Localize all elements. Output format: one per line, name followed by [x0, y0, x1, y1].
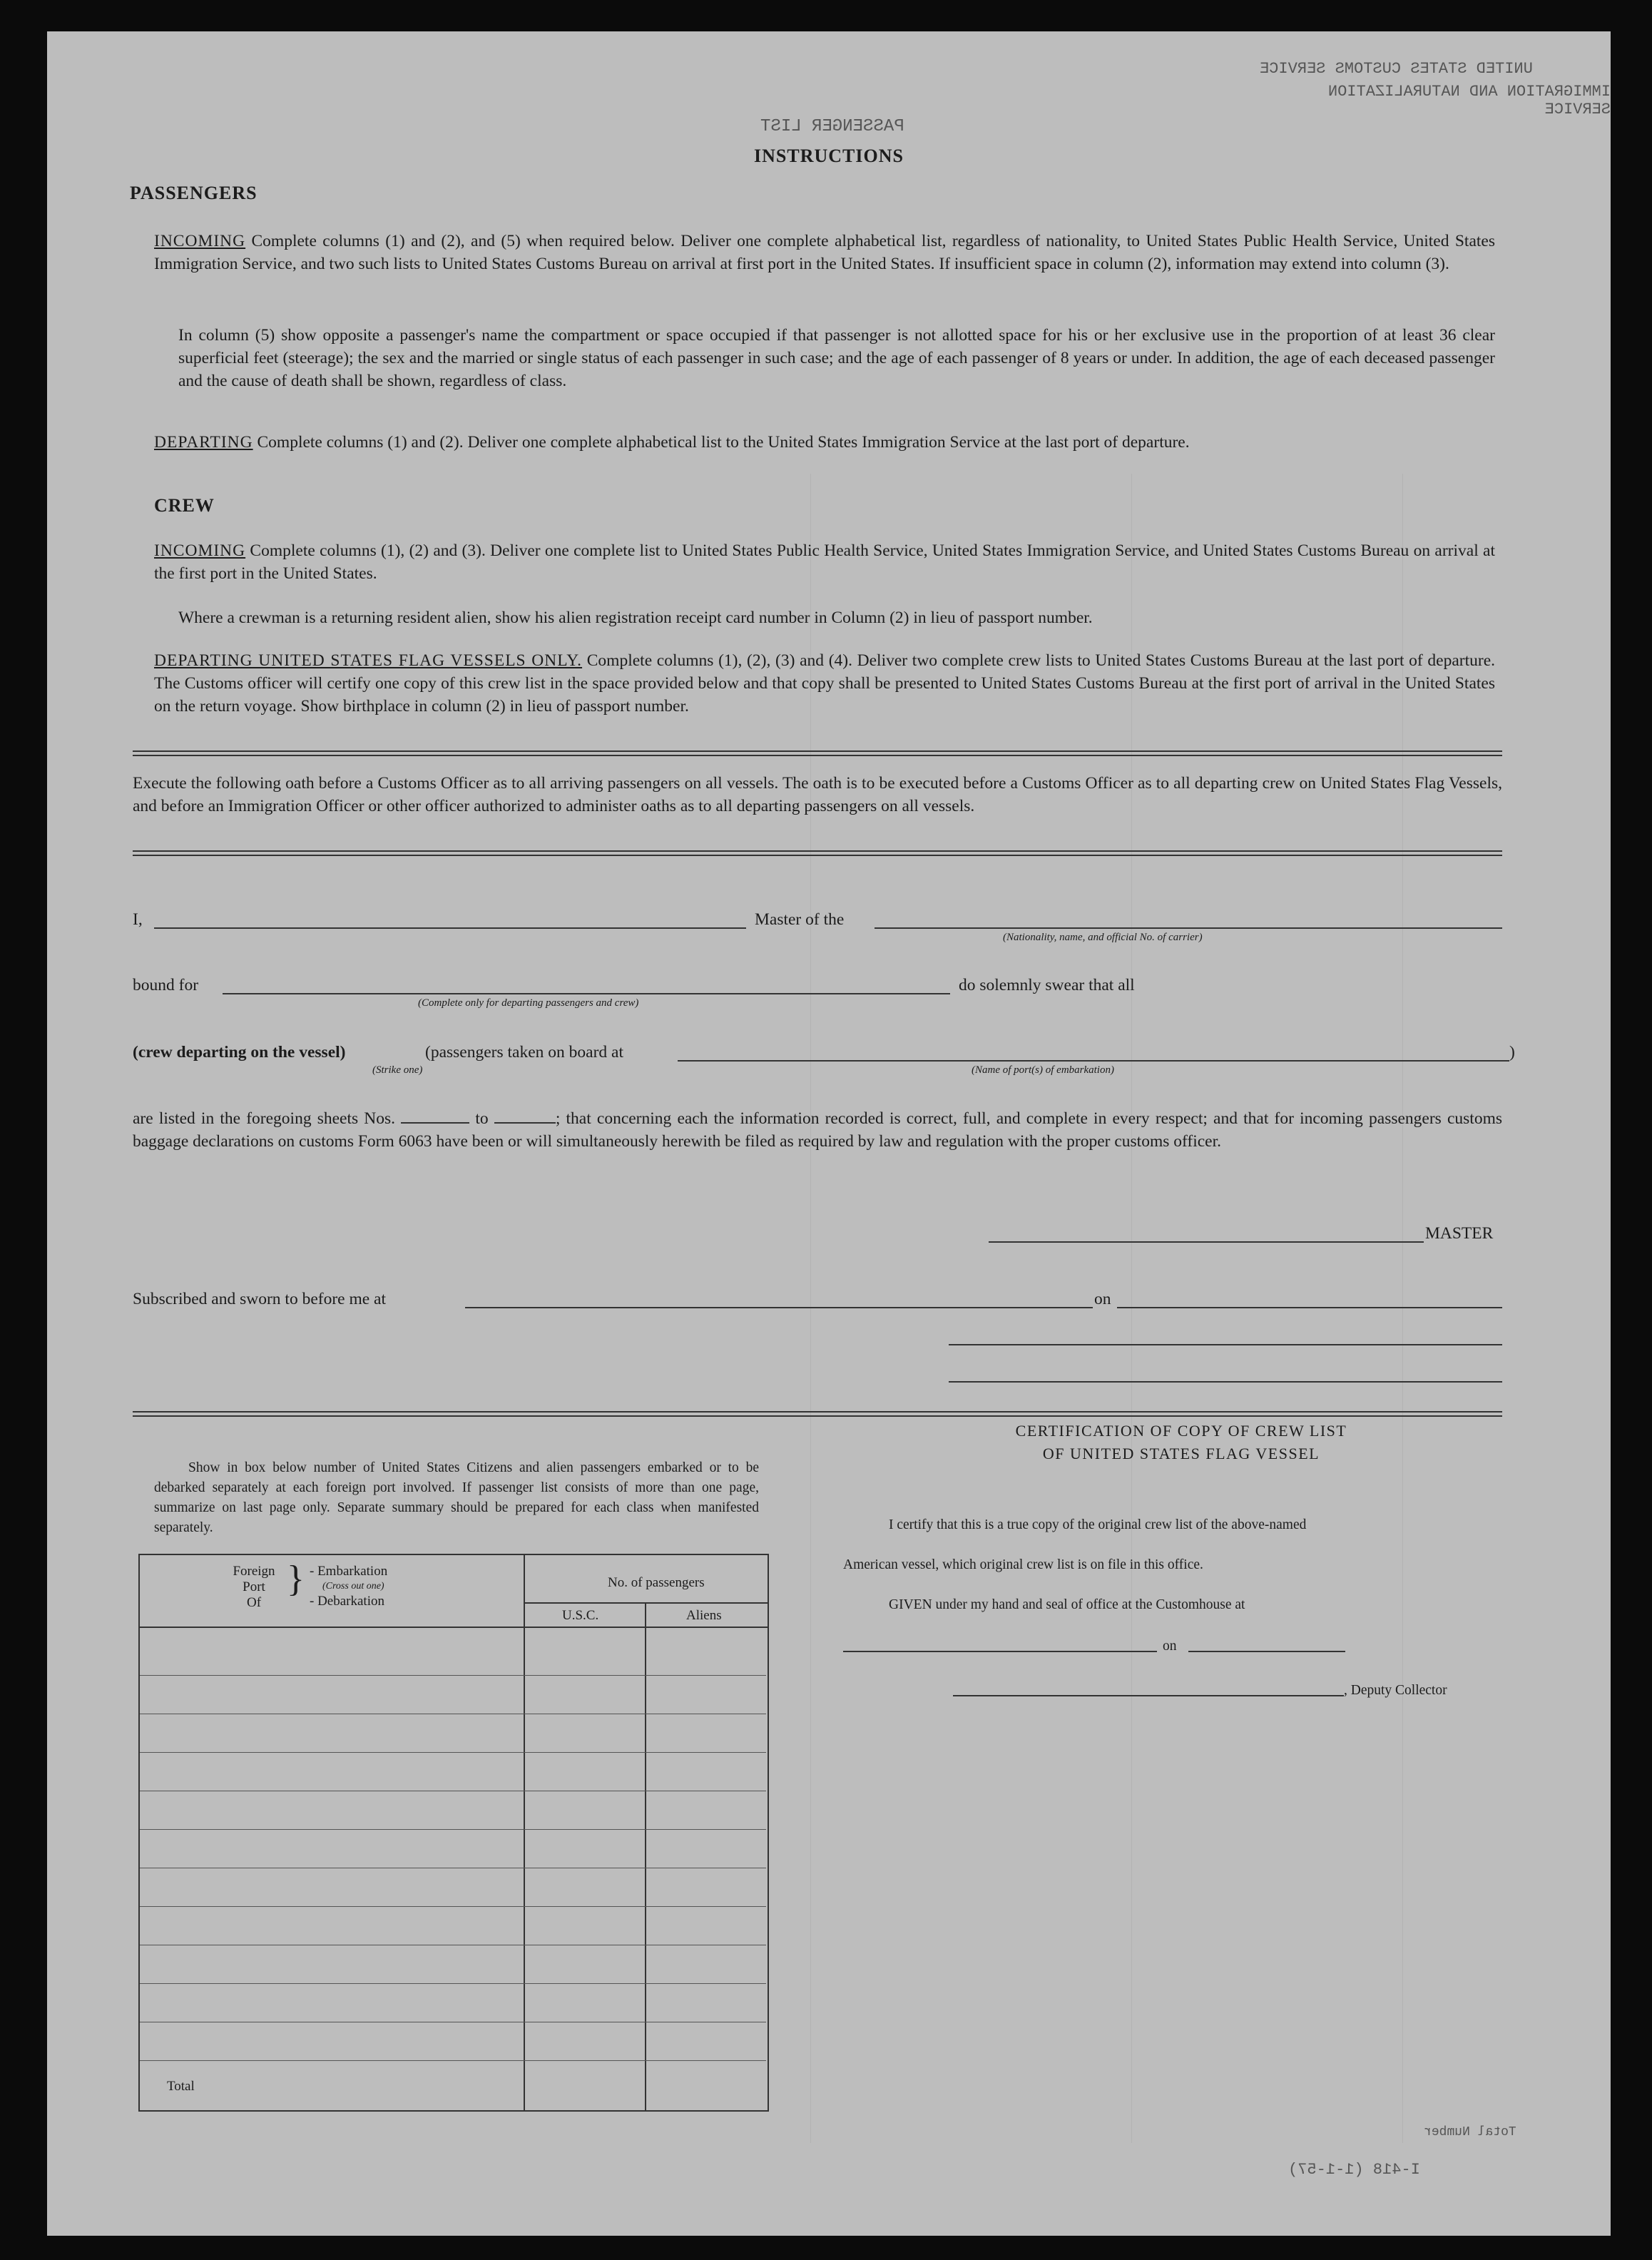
departing-text: Complete columns (1) and (2). Deliver one complete alphabetical list to the United States Immigration Service at the last port of departure.	[257, 433, 1190, 452]
master-label: MASTER	[1425, 1224, 1494, 1243]
table-row[interactable]	[140, 1829, 766, 1830]
passengers-incoming-paragraph	[154, 230, 1495, 275]
table-divider	[524, 1602, 768, 1604]
section-divider	[133, 850, 1502, 856]
bleed-header-2: IMMIGRATION AND NATURALIZATION SERVICE	[1327, 83, 1611, 118]
debarkation-option[interactable]: - Debarkation	[310, 1594, 384, 1609]
subscribed-on-label: on	[1094, 1290, 1111, 1308]
of-word: Of	[246, 1595, 262, 1610]
to-label: to	[475, 1109, 489, 1128]
crew-departing-lead: DEPARTING UNITED STATES FLAG VESSELS ONLY.	[154, 651, 583, 670]
bleed-header-0: PASSENGER LIST	[760, 117, 904, 136]
customhouse-field[interactable]	[843, 1651, 1157, 1652]
crew-departing-text: Complete columns (1), (2), (3) and (4). Deliver two complete crew lists to United States Customs Bureau at the last port of departure. The Customs officer will certify one copy of this crew list in the space provided below and that copy shall be presented to United States Customs Bureau at the first port of arrival in the United States on the return voyage. Show birthplace in column (2) in lieu of passport number.	[154, 651, 1495, 716]
crew-departing-paragraph	[154, 649, 1495, 718]
subscribed-date-field[interactable]	[1117, 1307, 1502, 1308]
table-row[interactable]	[140, 1906, 766, 1907]
oath-intro-paragraph: Execute the following oath before a Customs Officer as to all arriving passengers on all vessels. The oath is to be executed before a Customs Officer as to all departing crew on United States Flag Vessels, and before an Immigration Officer or other officer authorized to administer oaths as to all departing passengers on all vessels.	[133, 774, 1502, 815]
bleed-total-number: Total Number	[1424, 2125, 1516, 2139]
summary-instructions: Show in box below number of United States Citizens and alien passengers embarked or to be debarked separately at each foreign port involved. If passenger list consists of more than one page, summarize on last page only. Separate summary should be prepared for each class when manifested separately.	[154, 1460, 759, 1535]
bound-for-label: bound for	[133, 976, 199, 994]
bleed-header-1: UNITED STATES CUSTOMS SERVICE	[1260, 60, 1533, 78]
incoming-text: Complete columns (1) and (2), and (5) when required below. Deliver one complete alphabetical list, regardless of nationality, to United States Public Health Service, United States Immigration Service, and two such lists to United States Customs Bureau on arrival at first port in the United States. If insufficient space in column (2), information may extend into column (3).	[154, 232, 1496, 273]
foreign-word: Foreign	[233, 1564, 275, 1579]
master-of-the-label: Master of the	[755, 910, 845, 929]
listed-rest-text: ; that concerning each the information recorded is correct, full, and complete in every respect; and that for incoming passengers customs baggage declarations on customs Form 6063 have been or will simultaneously herewith be filed as required by law and regulation with the proper customs officer.	[133, 1109, 1503, 1151]
port-word: Port	[243, 1579, 265, 1594]
foreign-port-of-label	[225, 1564, 282, 1611]
subscribed-label: Subscribed and sworn to before me at	[133, 1290, 387, 1308]
crewman-paragraph: Where a crewman is a returning resident alien, show his alien registration receipt card number in Column (2) in lieu of passport number.	[178, 609, 1093, 627]
embarkation-port-field[interactable]	[678, 1060, 1509, 1062]
bleed-column-rule	[1402, 474, 1403, 2143]
table-header-divider	[138, 1627, 768, 1628]
usc-header: U.S.C.	[562, 1608, 599, 1623]
sheet-to-field[interactable]	[494, 1111, 556, 1124]
certification-title	[867, 1420, 1495, 1465]
total-label: Total	[167, 2079, 195, 2094]
passengers-heading: PASSENGERS	[130, 183, 258, 203]
incoming-lead: INCOMING	[154, 232, 246, 250]
officer-signature-field[interactable]	[949, 1344, 1502, 1345]
complete-only-hint: (Complete only for departing passengers and crew)	[418, 997, 639, 1009]
certify-text: I certify that this is a true copy of the original crew list of the above-named	[889, 1517, 1307, 1532]
carrier-field[interactable]	[875, 927, 1502, 929]
document-sheet	[47, 31, 1611, 2236]
master-name-field[interactable]	[154, 927, 746, 929]
departing-lead: DEPARTING	[154, 433, 253, 452]
aliens-header: Aliens	[686, 1608, 722, 1623]
strike-one-hint: (Strike one)	[372, 1064, 423, 1076]
solemnly-swear-label: do solemnly swear that all	[959, 976, 1135, 994]
instructions-title: INSTRUCTIONS	[754, 146, 904, 166]
officer-title-field[interactable]	[949, 1381, 1502, 1383]
nationality-hint: (Nationality, name, and official No. of carrier)	[1003, 932, 1203, 943]
cert-on-label: on	[1163, 1639, 1177, 1654]
given-text: GIVEN under my hand and seal of office at the Customhouse at	[889, 1597, 1245, 1612]
deputy-collector-label: , Deputy Collector	[1344, 1683, 1447, 1698]
bleed-footer-code: I-418 (1-1-57)	[1288, 2161, 1420, 2179]
table-row[interactable]	[140, 2060, 766, 2061]
column5-paragraph: In column (5) show opposite a passenger's name the compartment or space occupied if that passenger is not allotted space for his or her exclusive use in the proportion of at least 36 clear superficial feet (steerage); the sex and the married or single status of each passenger in such case; and the age of each passenger of 8 years or under. In addition, the age of each deceased passenger and the cause of death shall be shown, regardless of class.	[178, 326, 1495, 390]
crew-departing-option[interactable]: (crew departing on the vessel)	[133, 1043, 346, 1062]
certification-title-line-2: OF UNITED STATES FLAG VESSEL	[1042, 1445, 1320, 1462]
crew-incoming-text: Complete columns (1), (2) and (3). Deliver one complete list to United States Public Health Service, United States Immigration Service, and United States Customs Bureau on arrival at the first port in the United States.	[154, 541, 1495, 583]
master-signature-field[interactable]	[989, 1241, 1424, 1243]
bleed-column-rule	[1131, 474, 1132, 2143]
listed-sheets-paragraph	[133, 1107, 1502, 1153]
port-hint: (Name of port(s) of embarkation)	[972, 1064, 1114, 1076]
oath-i-label: I,	[133, 910, 143, 929]
passengers-departing-paragraph	[154, 431, 1495, 454]
passengers-taken-option[interactable]: (passengers taken on board at	[425, 1043, 623, 1062]
section-divider	[133, 1411, 1502, 1417]
american-vessel-text: American vessel, which original crew list is on file in this office.	[843, 1557, 1203, 1572]
section-divider	[133, 750, 1502, 756]
close-paren: )	[1509, 1043, 1515, 1062]
table-row[interactable]	[140, 1983, 766, 1984]
summary-table	[138, 1554, 769, 2112]
table-row[interactable]	[140, 1675, 766, 1676]
subscribed-place-field[interactable]	[465, 1307, 1093, 1308]
crew-heading: CREW	[154, 495, 215, 516]
certification-title-line-1: CERTIFICATION OF COPY OF CREW LIST	[1015, 1422, 1347, 1440]
sheet-from-field[interactable]	[401, 1111, 469, 1124]
cert-date-field[interactable]	[1188, 1651, 1345, 1652]
crew-incoming-lead: INCOMING	[154, 541, 246, 560]
cross-out-hint: (Cross out one)	[322, 1581, 384, 1592]
table-divider	[645, 1602, 646, 2110]
brace-icon: }	[287, 1559, 305, 1599]
deputy-collector-signature-field[interactable]	[953, 1695, 1344, 1696]
listed-in-label: are listed in the foregoing sheets Nos.	[133, 1109, 396, 1128]
no-of-passengers-header: No. of passengers	[608, 1575, 705, 1590]
table-row[interactable]	[140, 1752, 766, 1753]
embarkation-option[interactable]: - Embarkation	[310, 1564, 388, 1579]
bleed-column-rule	[810, 474, 811, 2143]
bound-for-field[interactable]	[223, 993, 950, 994]
crew-incoming-paragraph	[154, 539, 1495, 585]
table-divider	[524, 1554, 525, 2110]
